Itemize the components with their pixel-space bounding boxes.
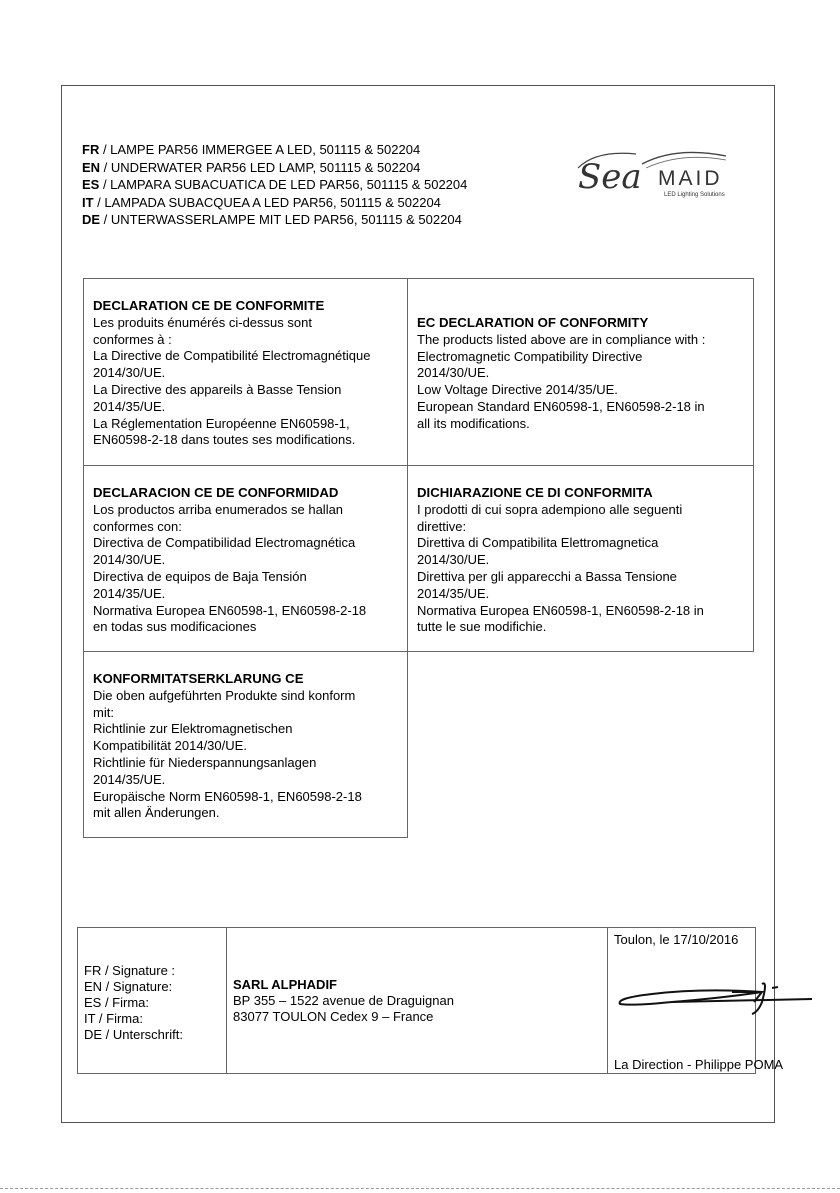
lang-code: ES [82, 177, 100, 192]
logo-script: Sea [578, 157, 642, 197]
declaration-title: DICHIARAZIONE CE DI CONFORMITA [417, 485, 653, 500]
declaration-title: DECLARACION CE DE CONFORMIDAD [93, 485, 339, 500]
header-line-it [82, 194, 467, 212]
declaration-fr [83, 278, 408, 466]
seamaid-logo [576, 140, 746, 200]
header-text: / LAMPE PAR56 IMMERGEE A LED, 501115 & 502204 [99, 142, 421, 157]
header-text: / LAMPADA SUBACQUEA A LED PAR56, 501115 & 502204 [93, 194, 441, 210]
signature-table [77, 927, 784, 1074]
header-line-fr [82, 141, 467, 159]
header-text: / UNTERWASSERLAMPE MIT LED PAR56, 501115 & 502204 [100, 212, 462, 227]
declaration-body: I prodotti di cui sopra adempiono alle seguenti direttive: Direttiva di Compatibilita Elettromagnetica 2014/30/UE. Direttiva per gli apparecchi a Bassa Tensione 2014/35/UE. Normativa Europea EN60598-1, EN60598-2-18 in tutte le sue modifichie. [417, 501, 704, 635]
declaration-title: KONFORMITATSERKLARUNG CE [93, 671, 304, 686]
logo-caps: MAID [658, 167, 723, 190]
logo-tagline: LED Lighting Solutions [664, 192, 725, 198]
handwritten-signature [612, 972, 822, 1016]
header-text: / LAMPARA SUBACUATICA DE LED PAR56, 501115 & 502204 [99, 177, 468, 192]
company-name: SARL ALPHADIF [233, 977, 337, 992]
lang-code: DE [82, 212, 101, 227]
place-date: Toulon, le 17/10/2016 [614, 932, 739, 947]
page-edge [0, 1188, 840, 1193]
header-line-de [82, 211, 467, 229]
lang-code: EN [82, 159, 101, 175]
signature-labels: FR / Signature : EN / Signature: ES / Firma: IT / Firma: DE / Unterschrift: [78, 928, 227, 1073]
declaration-title: DECLARATION CE DE CONFORMITE [93, 298, 325, 313]
declaration-es [83, 465, 408, 652]
declaration-en [407, 278, 754, 466]
signatory-name: La Direction - Philippe POMA [614, 1057, 784, 1072]
address-line-2: 83077 TOULON Cedex 9 – France [233, 1009, 434, 1024]
header-text: / UNDERWATER PAR56 LED LAMP, 501115 & 502204 [100, 159, 421, 175]
header-line-en [82, 159, 467, 177]
declaration-body: Los productos arriba enumerados se hallan conformes con: Directiva de Compatibilidad Electromagnética 2014/30/UE. Directiva de equipos de Baja Tensión 2014/35/UE. Normativa Europea EN60598-1, EN60598-2-18 en todas sus modificaciones [93, 501, 367, 635]
lang-code: FR [82, 142, 100, 157]
declaration-title: EC DECLARATION OF CONFORMITY [417, 315, 649, 330]
declaration-body: Les produits énumérés ci-dessus sont conformes à : La Directive de Compatibilité Electromagnétique 2014/30/UE. La Directive des appareils à Basse Tension 2014/35/UE. La Réglementation Européenne EN60598-1, EN60598-2-18 dans toutes ses modifications. [93, 314, 371, 448]
company-info [227, 928, 608, 1073]
address-line-1: BP 355 – 1522 avenue de Draguignan [233, 993, 454, 1008]
signature-area [608, 928, 784, 1073]
lang-code: IT [82, 194, 94, 210]
declaration-de [83, 651, 408, 838]
product-header [82, 141, 467, 229]
declaration-body: The products listed above are in compliance with : Electromagnetic Compatibility Directive 2014/30/UE. Low Voltage Directive 2014/35/UE. European Standard EN60598-1, EN60598-2-18 in all its modifications. [417, 331, 706, 431]
header-line-es [82, 176, 467, 194]
declaration-it [407, 465, 754, 652]
declaration-body: Die oben aufgeführten Produkte sind konform mit: Richtlinie zur Elektromagnetischen Kompatibilität 2014/30/UE. Richtlinie für Niederspannungsanlagen 2014/35/UE. Europäische Norm EN60598-1, EN60598-2-18 mit allen Änderungen. [93, 687, 362, 821]
